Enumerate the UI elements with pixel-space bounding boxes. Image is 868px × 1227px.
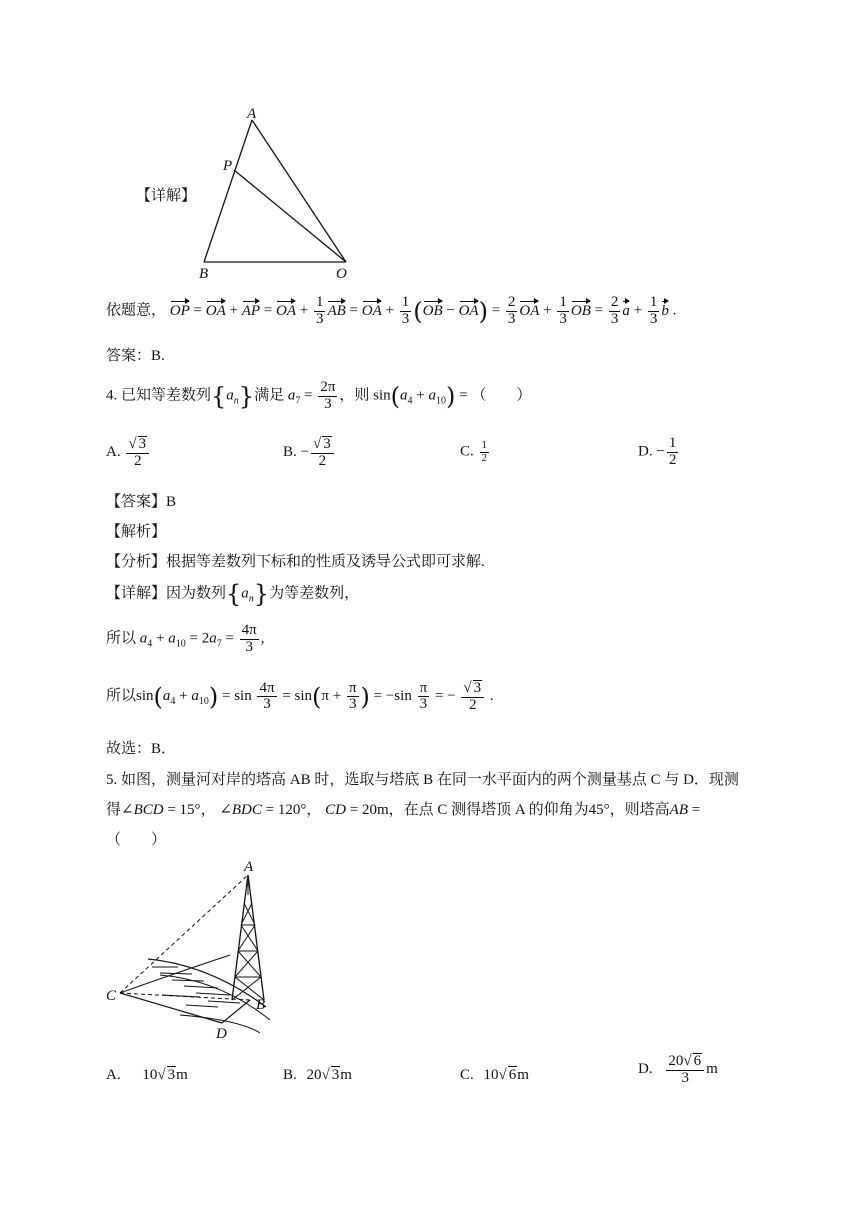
label-c: C: [106, 988, 117, 1004]
q5-option-a[interactable]: A. 10√ 3m: [106, 1066, 188, 1084]
detail-label: 【详解】: [136, 188, 197, 204]
q4-option-a[interactable]: A. √ $\frac{3}{2}$: [106, 436, 151, 470]
label-d: D: [216, 1026, 227, 1042]
q4-answer: 【答案】B: [106, 494, 177, 510]
q4-option-b[interactable]: B. − √ $\frac{3}{2}$: [283, 436, 336, 470]
q4-detail: 【详解】因为数列$\{a_n\}$为等差数列，: [106, 580, 360, 608]
label-p: P: [223, 158, 233, 174]
q4-step1: 所以 $a_4 + a_{10} = 2a_7$ = $\frac{4\pi}{3}$ ,: [106, 622, 265, 655]
tower-figure: [100, 855, 290, 1045]
q5-option-c[interactable]: C. 10√ 6m: [460, 1066, 529, 1084]
q5-line1: 5. 如图，测量河对岸的塔高 AB 时，选取与塔底 B 在同一水平面内的两个测量基点 C 与 D．现测: [106, 772, 739, 788]
vector-derivation: 依题意， OP = OA + AP = OA + $\frac{1}{3}$ AB = OA + $\frac{1}{3}$ (OB − OA) = $\frac{2}{3}$ OA + $\frac{1}{3}$ OB = $\frac{2}{3}$ a + $\frac{1}{3}$ b .: [106, 294, 677, 327]
q4-option-d[interactable]: D. − $\frac{1}{2}$: [638, 435, 677, 468]
triangle-figure: [190, 100, 370, 285]
label-a: A: [247, 106, 257, 122]
label-b: B: [199, 266, 209, 282]
q4-option-c[interactable]: C. $\frac{1}{2}$: [460, 439, 488, 464]
label-a: A: [244, 859, 254, 875]
q4-stem: 4. 已知等差数列$\{a_n\}$满足 $a_7$ = $\frac{2\pi}{3}$ ，则 $\sin(a_4 + a_{10})$ = （ ）: [106, 379, 532, 412]
q4-analysis: 【分析】根据等差数列下标和的性质及诱导公式即可求解.: [106, 554, 485, 570]
label-o: O: [336, 266, 347, 282]
q5-line3: （ ）: [106, 832, 167, 848]
q5-option-b[interactable]: B. 20√ 3m: [283, 1066, 352, 1084]
q4-analysis-label: 【解析】: [106, 524, 167, 540]
q4-choose: 故选：B．: [106, 741, 177, 757]
q5-line2: 得∠BCD = 15°， ∠BDC = 120°， CD = 20m，在点 C 测得塔顶 A 的仰角为45°，则塔高AB =: [106, 802, 701, 818]
q4-step2: 所以$\sin(a_4 + a_{10}) = \sin$ $\frac{4\pi}{3}$ = sin(π + $\frac{\pi}{3}$ ) = −sin $\frac{\pi}{3}$ = − √ $\frac{3}{2}$ .: [106, 680, 494, 714]
label-b: B: [256, 997, 266, 1013]
answer-line: 答案：B.: [106, 348, 165, 364]
q5-option-d[interactable]: D. $\frac{20√ 6}{3}$ m: [638, 1053, 718, 1087]
